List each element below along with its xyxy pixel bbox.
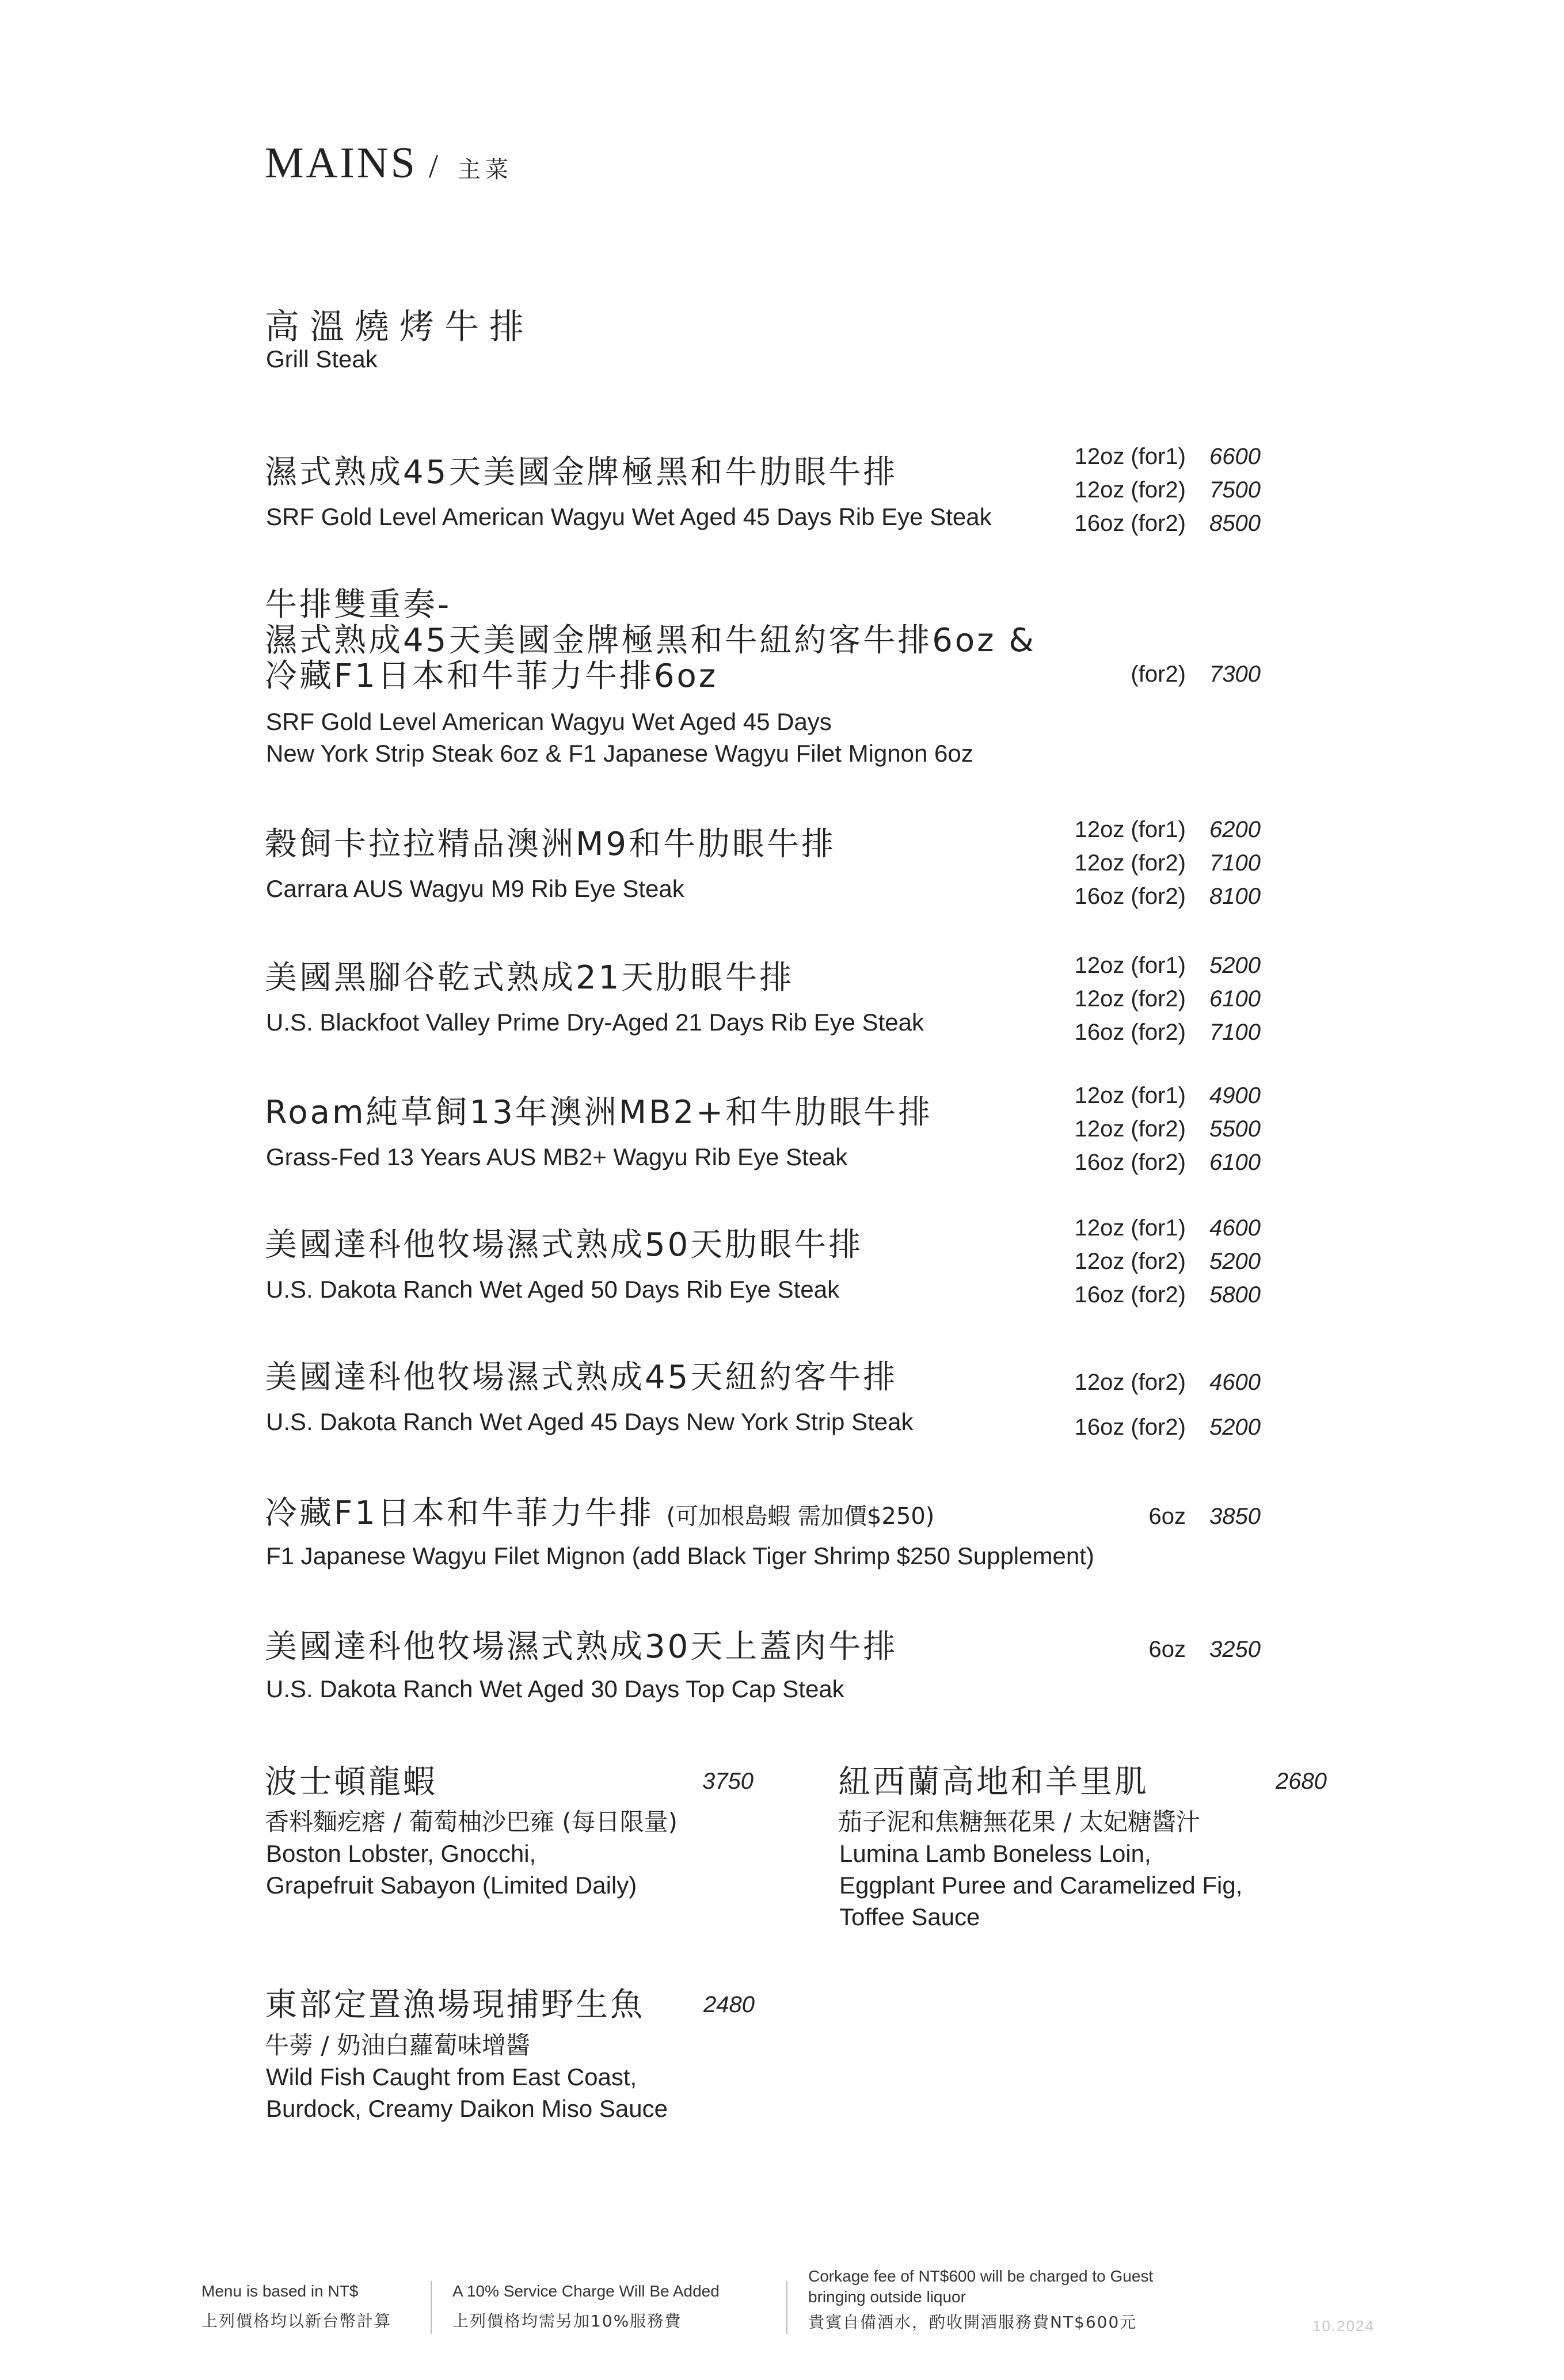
menu-item-name-en: Lumina Lamb Boneless Loin, bbox=[839, 1840, 1151, 1867]
menu-item-name-zh: Roam純草飼13年澳洲MB2+和牛肋眼牛排 bbox=[265, 1094, 933, 1131]
menu-item-name-en: Toffee Sauce bbox=[839, 1903, 980, 1930]
portion-size: 12oz (for2) bbox=[1074, 1370, 1186, 1395]
menu-date: 10.2024 bbox=[1312, 2317, 1375, 2335]
price-value: 3250 bbox=[1209, 1637, 1261, 1662]
menu-item-name-zh: 美國黑腳谷乾式熟成21天肋眼牛排 bbox=[265, 959, 794, 997]
menu-item-name-zh: 紐西蘭高地和羊里肌 bbox=[838, 1763, 1149, 1801]
portion-size: 12oz (for2) bbox=[1074, 1249, 1186, 1274]
menu-item-name-en: U.S. Blackfoot Valley Prime Dry-Aged 21 Days Rib Eye Steak bbox=[266, 1009, 924, 1036]
menu-item-name-zh: 穀飼卡拉拉精品澳洲M9和牛肋眼牛排 bbox=[265, 826, 836, 863]
menu-item-name-en: New York Strip Steak 6oz & F1 Japanese Wagyu Filet Mignon 6oz bbox=[266, 740, 973, 767]
portion-size: 12oz (for1) bbox=[1074, 444, 1186, 469]
title-slash: / bbox=[428, 147, 441, 185]
page-title-zh: 主菜 bbox=[458, 157, 513, 183]
price-row bbox=[1048, 657, 1261, 691]
portion-size: 12oz (for1) bbox=[1074, 817, 1186, 842]
price-value: 7100 bbox=[1209, 850, 1261, 876]
menu-item-name-zh: 濕式熟成45天美國金牌極黑和牛紐約客牛排6oz & bbox=[265, 622, 1037, 659]
price-row bbox=[1048, 1360, 1261, 1405]
menu-item-name-zh: 美國達科他牧場濕式熟成50天肋眼牛排 bbox=[265, 1226, 863, 1264]
price-value: 5800 bbox=[1209, 1282, 1261, 1307]
section-title-zh: 高溫燒烤牛排 bbox=[265, 307, 534, 347]
portion-size: 16oz (for2) bbox=[1074, 1150, 1186, 1175]
price-value: 2480 bbox=[703, 1992, 755, 2017]
footer-service-note-en: A 10% Service Charge Will Be Added bbox=[452, 2282, 720, 2300]
menu-item-name-en: Boston Lobster, Gnocchi, bbox=[266, 1840, 536, 1867]
section-title-en: Grill Steak bbox=[266, 345, 378, 372]
price-value: 6600 bbox=[1209, 444, 1261, 469]
price-row bbox=[1048, 1500, 1261, 1533]
page-title bbox=[265, 138, 513, 188]
price-list bbox=[1048, 949, 1261, 1049]
menu-item-name-en: F1 Japanese Wagyu Filet Mignon (add Black Tiger Shrimp $250 Supplement) bbox=[266, 1542, 1094, 1569]
price-list bbox=[1048, 440, 1261, 540]
portion-size: (for2) bbox=[1131, 661, 1186, 687]
price-row bbox=[1048, 1016, 1261, 1049]
portion-size: 16oz (for2) bbox=[1074, 1415, 1186, 1440]
price-row bbox=[1048, 880, 1261, 913]
portion-size: 12oz (for2) bbox=[1074, 1116, 1186, 1142]
menu-item-name-en: Eggplant Puree and Caramelized Fig, bbox=[839, 1872, 1243, 1899]
price-row bbox=[1048, 1079, 1261, 1112]
menu-item-name-en: U.S. Dakota Ranch Wet Aged 45 Days New York Strip Steak bbox=[266, 1408, 914, 1435]
footer-divider bbox=[431, 2281, 432, 2334]
price-row bbox=[1048, 440, 1261, 473]
price-value: 6100 bbox=[1209, 986, 1261, 1012]
price-value: 2680 bbox=[1276, 1769, 1327, 1794]
price-row bbox=[1048, 813, 1261, 846]
menu-item-name-en: U.S. Dakota Ranch Wet Aged 30 Days Top Cap Steak bbox=[266, 1675, 844, 1702]
price-value: 5500 bbox=[1209, 1116, 1261, 1142]
price-value: 6200 bbox=[1209, 817, 1261, 842]
menu-item-name-en: U.S. Dakota Ranch Wet Aged 50 Days Rib Eye Steak bbox=[266, 1276, 840, 1303]
menu-item-name-en: Carrara AUS Wagyu M9 Rib Eye Steak bbox=[266, 875, 684, 902]
price-row bbox=[1048, 1211, 1261, 1245]
menu-item-name-en: SRF Gold Level American Wagyu Wet Aged 45 Days bbox=[266, 708, 832, 735]
footer-divider bbox=[786, 2281, 787, 2334]
price-row bbox=[1048, 507, 1261, 540]
price-value: 8100 bbox=[1209, 884, 1261, 909]
portion-size: 12oz (for1) bbox=[1074, 1215, 1186, 1241]
price-value: 5200 bbox=[1209, 953, 1261, 978]
menu-item-name-en: Burdock, Creamy Daikon Miso Sauce bbox=[266, 2095, 668, 2122]
menu-item-name-en: Grass-Fed 13 Years AUS MB2+ Wagyu Rib Eye Steak bbox=[266, 1143, 848, 1170]
portion-size: 12oz (for2) bbox=[1074, 986, 1186, 1012]
menu-item-name-zh: 冷藏F1日本和牛菲力牛排6oz bbox=[265, 657, 718, 695]
price-value: 4600 bbox=[1209, 1370, 1261, 1395]
price-row bbox=[1048, 473, 1261, 507]
footer-corkage-note-en: Corkage fee of NT$600 will be charged to Guest bbox=[808, 2267, 1154, 2285]
price-value: 8500 bbox=[1209, 511, 1261, 536]
price-row bbox=[1048, 1405, 1261, 1450]
portion-size: 16oz (for2) bbox=[1074, 511, 1186, 536]
price-value: 3750 bbox=[702, 1769, 754, 1794]
menu-item-name-zh: 波士頓龍蝦 bbox=[265, 1763, 437, 1801]
price-value: 5200 bbox=[1209, 1249, 1261, 1274]
price-list bbox=[1048, 1633, 1261, 1666]
price-value: 4600 bbox=[1209, 1215, 1261, 1241]
portion-size: 12oz (for1) bbox=[1074, 953, 1186, 978]
menu-item-name-zh: 東部定置漁場現捕野生魚 bbox=[265, 1986, 645, 2024]
price-row bbox=[1048, 1245, 1261, 1278]
portion-size: 12oz (for2) bbox=[1074, 477, 1186, 503]
portion-size: 6oz bbox=[1148, 1637, 1186, 1662]
price-value: 7300 bbox=[1209, 661, 1261, 687]
price-row bbox=[1048, 1146, 1261, 1179]
portion-size: 16oz (for2) bbox=[1074, 884, 1186, 909]
footer-currency-note-zh: 上列價格均以新台幣計算 bbox=[201, 2311, 392, 2330]
footer-service-note-zh: 上列價格均需另加10%服務費 bbox=[452, 2311, 682, 2330]
price-list bbox=[1048, 1079, 1261, 1179]
menu-item-name-en: SRF Gold Level American Wagyu Wet Aged 45 Days Rib Eye Steak bbox=[266, 503, 992, 530]
portion-size: 12oz (for1) bbox=[1074, 1083, 1186, 1108]
menu-item-description-zh: 茄子泥和焦糖無花果 / 太妃糖醬汁 bbox=[838, 1808, 1200, 1836]
menu-item-name-en: Wild Fish Caught from East Coast, bbox=[266, 2063, 637, 2090]
menu-item-description-zh: 牛蒡 / 奶油白蘿蔔味增醬 bbox=[265, 2031, 530, 2059]
price-list bbox=[1048, 1211, 1261, 1311]
price-row bbox=[1048, 949, 1261, 982]
portion-size: 12oz (for2) bbox=[1074, 850, 1186, 876]
portion-size: 16oz (for2) bbox=[1074, 1020, 1186, 1045]
menu-item-name-en: Grapefruit Sabayon (Limited Daily) bbox=[266, 1872, 637, 1899]
menu-item-name-zh: 美國達科他牧場濕式熟成45天紐約客牛排 bbox=[265, 1359, 898, 1396]
portion-size: 16oz (for2) bbox=[1074, 1282, 1186, 1307]
price-value: 4900 bbox=[1209, 1083, 1261, 1108]
menu-item-name-zh: 牛排雙重奏- bbox=[265, 586, 452, 623]
menu-item-name-zh: 美國達科他牧場濕式熟成30天上蓋肉牛排 bbox=[265, 1628, 898, 1666]
price-list bbox=[1048, 813, 1261, 913]
footer-corkage-note-zh: 貴賓自備酒水，酌收開酒服務費NT$600元 bbox=[808, 2313, 1137, 2332]
price-value: 3850 bbox=[1209, 1504, 1261, 1529]
menu-item-name-zh bbox=[265, 1496, 934, 1534]
menu-item-title: 冷藏F1日本和牛菲力牛排 bbox=[265, 1495, 654, 1532]
price-list bbox=[1048, 1500, 1261, 1533]
page-title-en: MAINS bbox=[265, 139, 417, 187]
price-row bbox=[1048, 846, 1261, 880]
footer-currency-note-en: Menu is based in NT$ bbox=[201, 2282, 359, 2300]
price-value: 5200 bbox=[1209, 1415, 1261, 1440]
price-list bbox=[1048, 657, 1261, 691]
menu-item-note: (可加根島蝦 需加價$250) bbox=[666, 1503, 935, 1530]
price-list bbox=[1048, 1360, 1261, 1450]
price-row bbox=[1048, 1633, 1261, 1666]
menu-item-description-zh: 香料麵疙瘩 / 葡萄柚沙巴雍 (每日限量) bbox=[265, 1808, 678, 1836]
portion-size: 6oz bbox=[1148, 1504, 1186, 1529]
menu-item-name-zh: 濕式熟成45天美國金牌極黑和牛肋眼牛排 bbox=[265, 454, 898, 491]
price-row bbox=[1048, 1112, 1261, 1146]
price-value: 7100 bbox=[1209, 1020, 1261, 1045]
price-value: 6100 bbox=[1209, 1150, 1261, 1175]
price-value: 7500 bbox=[1209, 477, 1261, 503]
footer-corkage-note-en: bringing outside liquor bbox=[808, 2288, 966, 2306]
price-row bbox=[1048, 982, 1261, 1016]
price-row bbox=[1048, 1278, 1261, 1311]
